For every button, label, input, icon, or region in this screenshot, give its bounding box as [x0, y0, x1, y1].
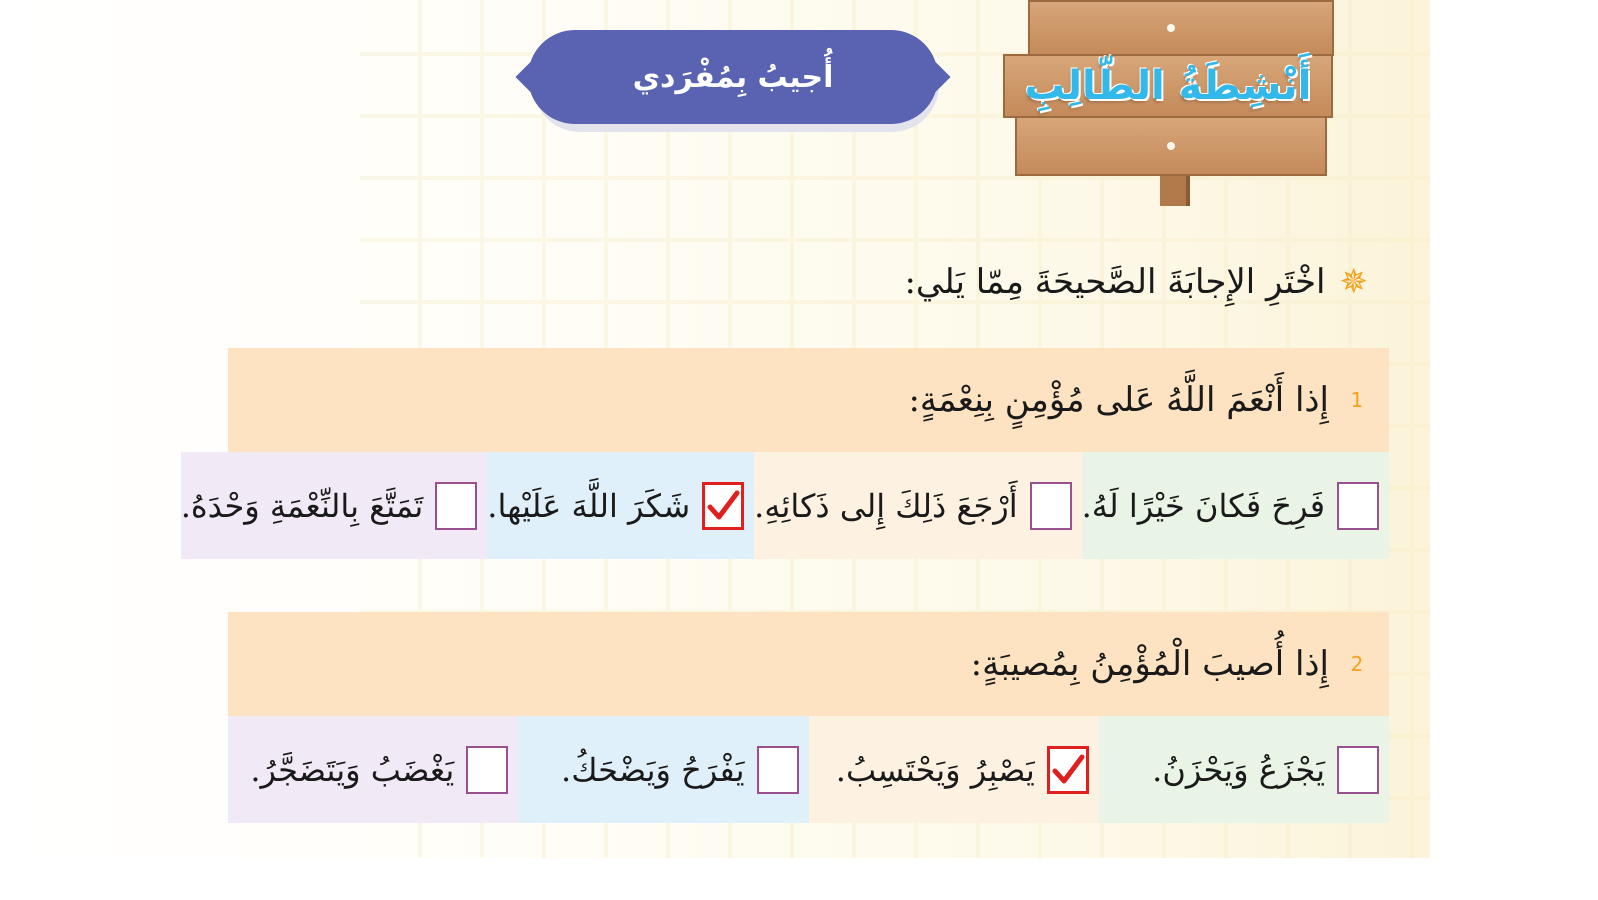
- question-text: إِذا أُصيبَ الْمُؤْمِنُ بِمُصيبَةٍ:: [970, 644, 1329, 684]
- answer-checkbox[interactable]: [757, 746, 799, 794]
- answer-label: تَمَتَّعَ بِالنِّعْمَةِ وَحْدَهُ.: [180, 486, 424, 525]
- instruction-text: اخْتَرِ الإِجابَةَ الصَّحيحَةَ مِمّا يَلي:: [904, 262, 1326, 302]
- answer-option[interactable]: [518, 716, 808, 823]
- answer-options: [180, 452, 1389, 559]
- answer-checkbox[interactable]: [1337, 746, 1379, 794]
- answer-option[interactable]: [181, 452, 488, 559]
- answer-label: يَغْضَبُ وَيَتَضَجَّرُ.: [250, 750, 455, 789]
- answer-checkbox[interactable]: [466, 746, 508, 794]
- answer-option[interactable]: [228, 716, 518, 823]
- answer-option[interactable]: [809, 716, 1099, 823]
- activity-badge: أُجيبُ بِمُفْرَدي: [528, 30, 938, 124]
- eight-point-star-icon: ✵: [1339, 262, 1368, 302]
- check-mark-icon: [706, 489, 740, 523]
- nail-icon: [1167, 24, 1175, 32]
- answer-checkbox[interactable]: [1047, 746, 1089, 794]
- answer-label: يَجْزَعُ وَيَحْزَنُ.: [1152, 750, 1325, 789]
- question-text: إِذا أَنْعَمَ اللَّهُ عَلى مُؤْمِنٍ بِنِعْمَةٍ:: [908, 380, 1329, 420]
- question-number-badge: 2: [1339, 646, 1375, 682]
- answer-checkbox[interactable]: [435, 482, 477, 530]
- answer-options: [228, 716, 1389, 823]
- question-header: [228, 348, 1389, 452]
- sign-plank-top: [1028, 0, 1334, 56]
- answer-label: يَصْبِرُ وَيَحْتَسِبُ.: [835, 750, 1035, 789]
- answer-checkbox[interactable]: [1030, 482, 1072, 530]
- nail-icon: [1167, 142, 1175, 150]
- question-number-badge: 1: [1339, 382, 1375, 418]
- page-margin: [1430, 0, 1598, 900]
- instruction: [904, 262, 1368, 302]
- answer-label: فَرِحَ فَكانَ خَيْرًا لَهُ.: [1081, 486, 1325, 525]
- question-2: [228, 612, 1389, 823]
- answer-option[interactable]: [487, 452, 754, 559]
- question-header: [228, 612, 1389, 716]
- answer-label: يَفْرَحُ وَيَضْحَكُ.: [561, 750, 745, 789]
- answer-option[interactable]: [1099, 716, 1389, 823]
- answer-option[interactable]: [754, 452, 1081, 559]
- check-mark-icon: [1051, 753, 1085, 787]
- answer-checkbox[interactable]: [702, 482, 744, 530]
- answer-label: أَرْجَعَ ذَلِكَ إِلى ذَكائِهِ.: [754, 486, 1018, 525]
- question-1: [180, 348, 1389, 559]
- answer-checkbox[interactable]: [1337, 482, 1379, 530]
- answer-label: شَكَرَ اللَّهَ عَلَيْها.: [487, 486, 691, 525]
- section-title: أَنْشِطَةُ الطّالِبِ: [1024, 63, 1312, 109]
- answer-option[interactable]: [1082, 452, 1389, 559]
